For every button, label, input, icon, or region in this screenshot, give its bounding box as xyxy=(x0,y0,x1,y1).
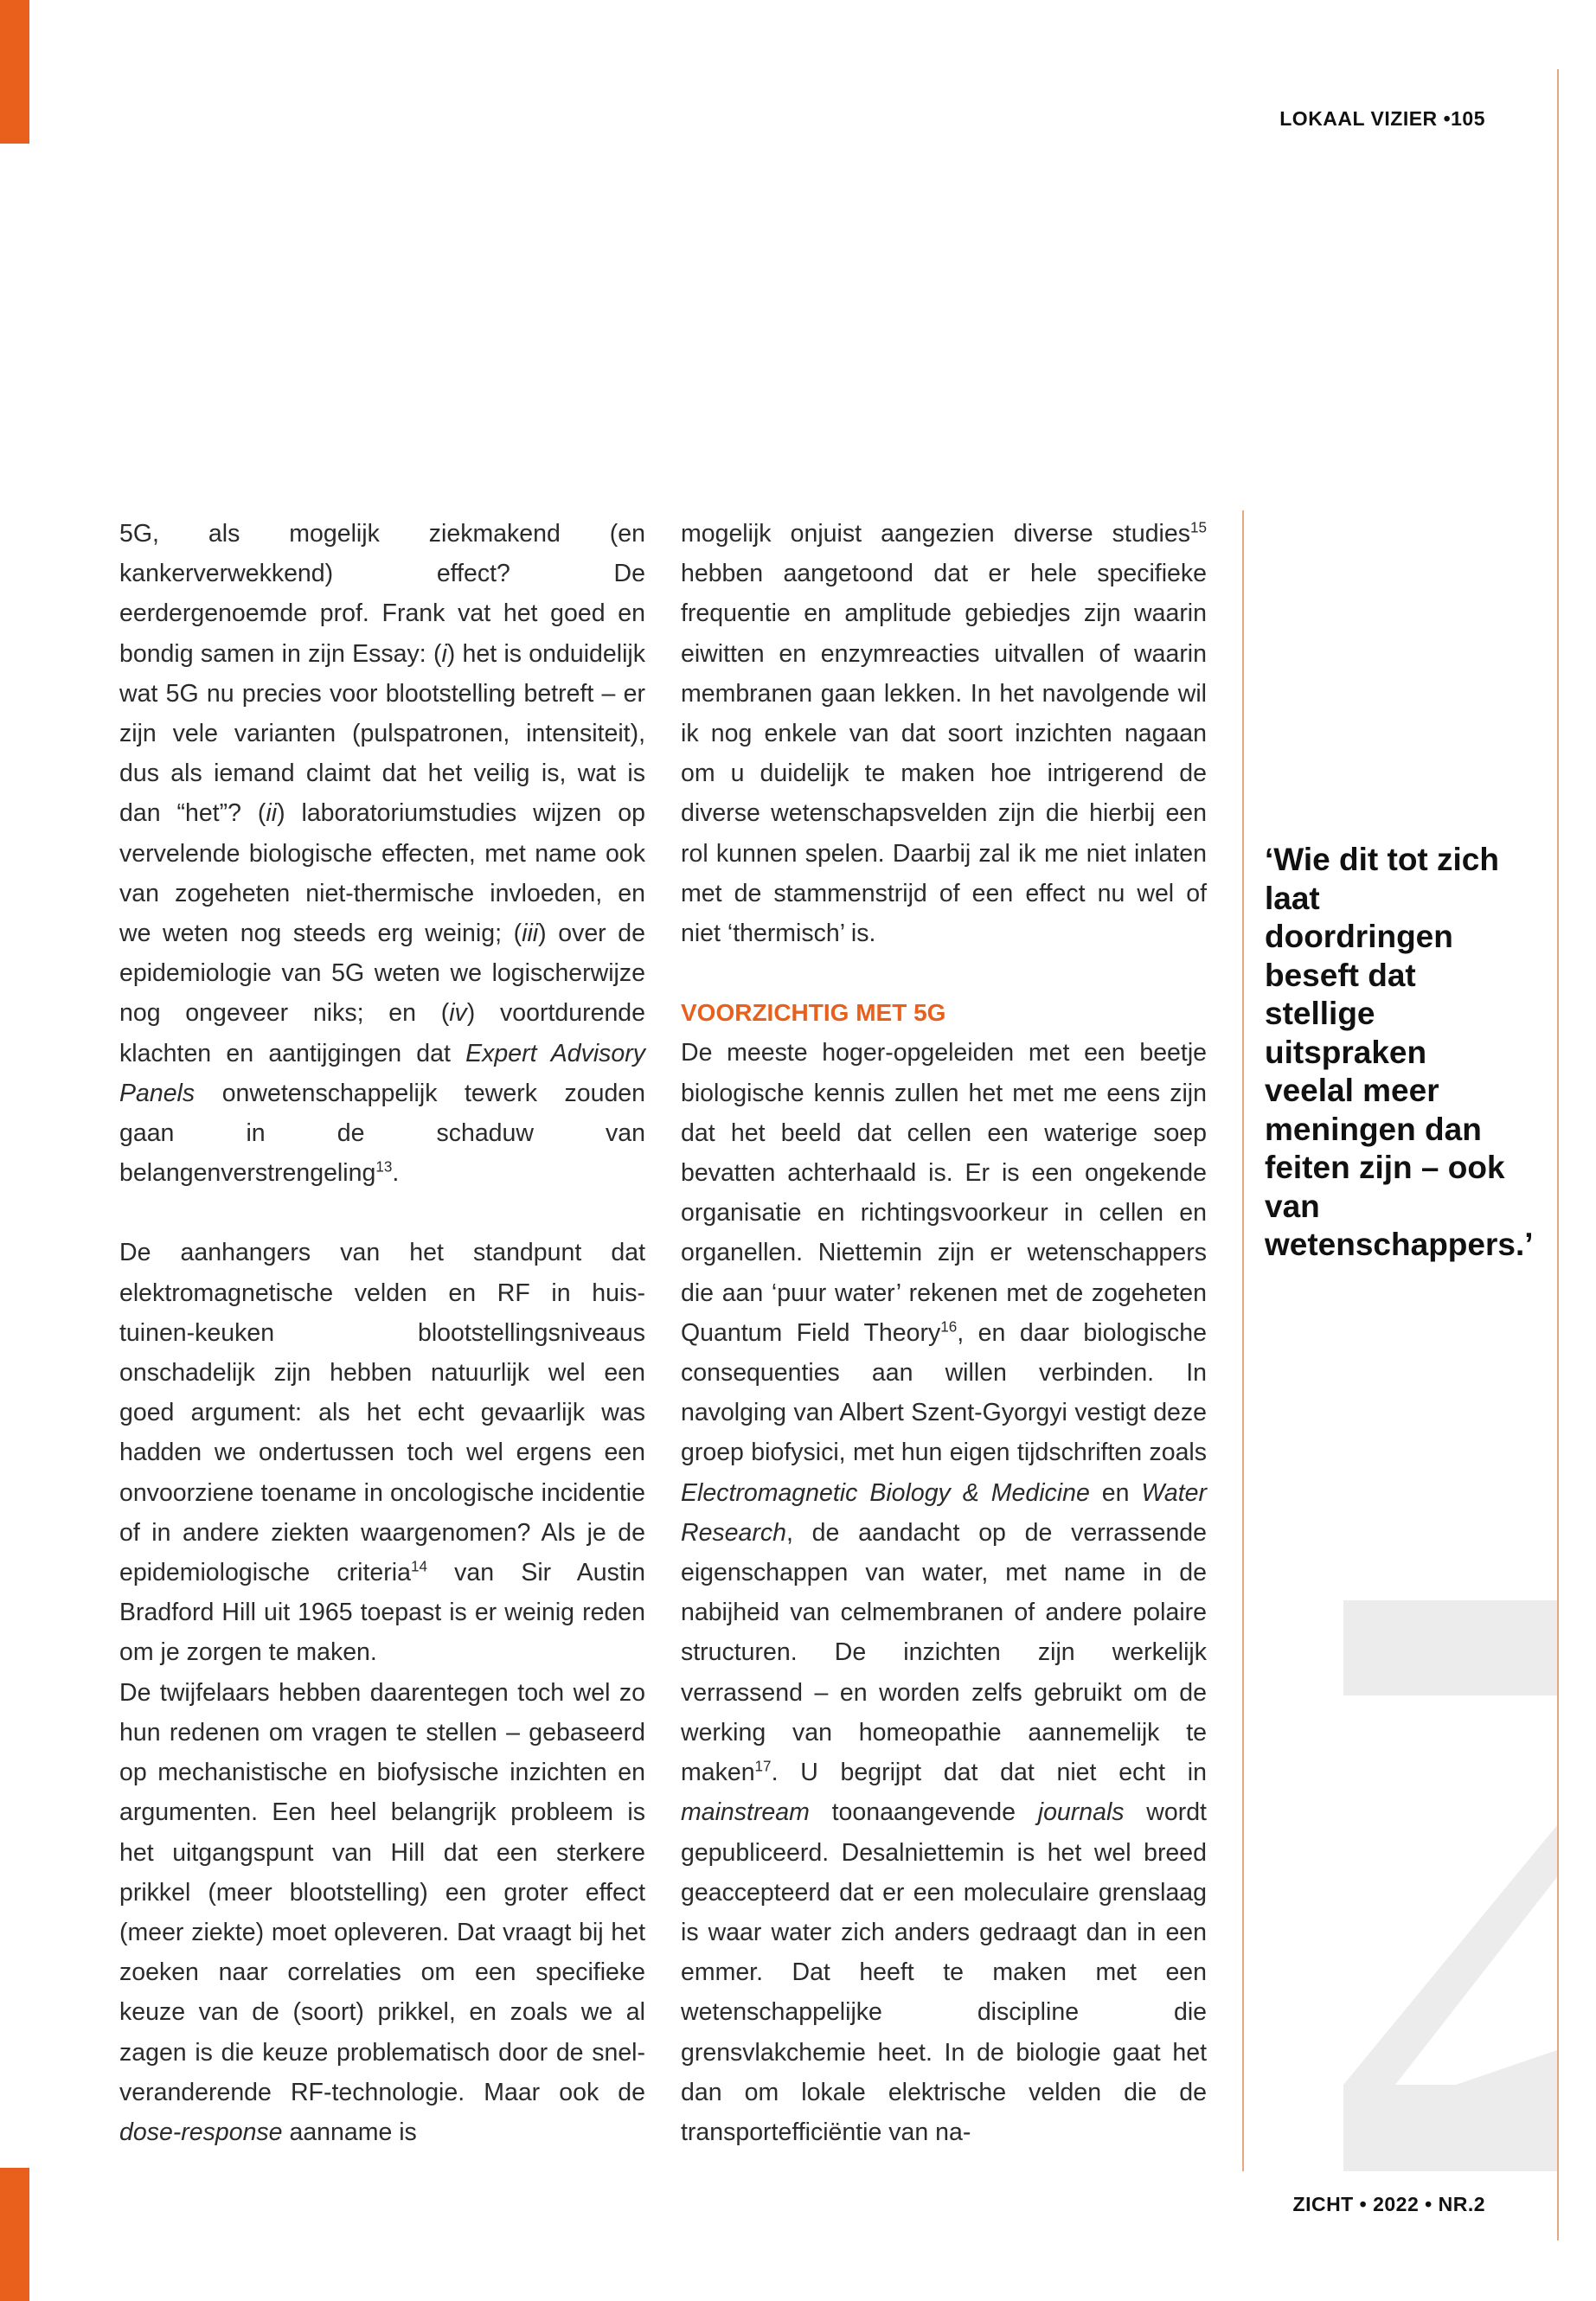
watermark-shape xyxy=(1343,1600,1557,2171)
text-column-middle xyxy=(681,514,1207,2152)
page-edge-rule xyxy=(1557,69,1559,2240)
footnote-ref: 14 xyxy=(410,1558,427,1575)
paragraph: De meeste hoger-opgeleiden met een beetje biologische kennis zullen het met me eens zijn dat het beeld dat cellen een waterige soep bevatten achterhaald is. Er is een ongekende organisatie en richtingsvoorkeur in cellen en organellen. Niettemin zijn er wetenschappers die aan ‘puur water’ rekenen met de zogeheten Quantum Field Theory$^{16}$, en daar biologische consequenties aan willen verbinden. In navolging van Albert Szent-Gyorgyi vestigt deze groep biofysici, met hun eigen tijdschriften zoals Electromagnetic Biology & Medicine en Water Research, de aandacht op de verrassende eigenschappen van water, met name in de nabijheid van celmembranen of andere polaire structuren. De inzichten zijn werkelijk verrassend – en worden zelfs gebruikt om de werking van homeopathie aannemelijk te maken$^{17}$. U begrijpt dat dat niet echt in mainstream toonaangevende journals wordt gepubliceerd. Desalniettemin is het wel breed geaccepteerd dat er een moleculaire grenslaag is waar water zich anders gedraagt dan in een emmer. Dat heeft te maken met een wetenschappelijke discipline die grensvlakchemie heet. In de biologie gaat het dan om lokale elektrische velden die de transportefficiëntie van na- xyxy=(681,1039,1207,2146)
paragraph: De twijfelaars hebben daarentegen toch wel zo hun redenen om vragen te stellen – gebaseerd op mechanistische en biofysische inzichten en argumenten. Een heel belangrijk probleem is het uitgangspunt van Hill dat een sterkere prikkel (meer blootstelling) een groter effect (meer ziekte) moet opleveren. Dat vraagt bij het zoeken naar correlaties om een specifieke keuze van de (soort) prikkel, en zoals we al zagen is die keuze problematisch door de snel-veranderende RF-technologie. Maar ook de dose-response aanname is xyxy=(119,1678,645,2146)
paragraph: 5G, als mogelijk ziekmakend (en kankerverwekkend) effect? De eerdergenoemde prof. Frank vat het goed en bondig samen in zijn Essay: (i) het is onduidelijk wat 5G nu precies voor blootstelling betreft – er zijn vele varianten (pulspatronen, intensiteit), dus als iemand claimt dat het veilig is, wat is dan “het”? (ii) laboratoriumstudies wijzen op vervelende biologische effecten, met name ook van zogeheten niet-thermische invloeden, en we weten nog steeds erg weinig; (iii) over de epidemiologie van 5G weten we logischerwijze nog ongeveer niks; en (iv) voortdurende klachten en aantijgingen dat Expert Advisory Panels onwetenschappelijk tewerk zouden gaan in de schaduw van belangenverstrengeling$^{13}$. xyxy=(119,520,645,1188)
footnote-ref: 13 xyxy=(375,1158,393,1176)
pull-quote-divider xyxy=(1242,510,1244,2171)
issue-number: NR.2 xyxy=(1438,2193,1485,2215)
magazine-name: ZICHT xyxy=(1292,2193,1354,2215)
footnote-ref: 15 xyxy=(1189,519,1207,536)
page-number: 105 xyxy=(1451,107,1485,130)
running-footer: ZICHT • 2022 • NR.2 xyxy=(1292,2193,1485,2215)
paragraph: De aanhangers van het standpunt dat elektromagnetische velden en RF in huis-tuinen-keuken blootstellingsniveaus onschadelijk zijn hebben natuurlijk wel een goed argument: als het echt gevaarlijk was hadden we ondertussen toch wel ergens een onvoorziene toename in oncologische incidentie of in andere ziekten waargenomen? Als je de epidemiologische criteria$^{14}$ van Sir Austin Bradford Hill uit 1965 toepast is er weinig reden om je zorgen te maken. xyxy=(119,1239,645,1667)
header-separator: • xyxy=(1443,107,1452,130)
section-heading: VOORZICHTIG MET 5G xyxy=(681,999,946,1027)
running-header xyxy=(1279,107,1485,131)
paragraph: mogelijk onjuist aangezien diverse studies$^{15}$ hebben aangetoond dat er hele specifieke frequentie en amplitude gebiedjes zijn waarin eiwitten en enzymreacties uitvallen of waarin membranen gaan lekken. In het navolgende wil ik nog enkele van dat soort inzichten nagaan om u duidelijk te maken hoe intrigerend de diverse wetenschapsvelden zijn die hierbij een rol kunnen spelen. Daarbij zal ik me niet inlaten met de stammenstrijd of een effect nu wel of niet ‘thermisch’ is. xyxy=(681,519,1207,948)
accent-bar-top xyxy=(0,0,29,144)
publication-section: LOKAAL VIZIER xyxy=(1279,107,1438,130)
text-column-left xyxy=(119,514,645,2152)
footnote-ref: 17 xyxy=(754,1758,772,1775)
footnote-ref: 16 xyxy=(940,1318,958,1336)
accent-bar-bottom xyxy=(0,2168,29,2301)
issue-year: 2022 xyxy=(1373,2193,1420,2215)
pull-quote: ‘Wie dit tot zich laat doordringen beseft dat stellige uitspraken veelal meer meningen dan feiten zijn – ook van wetenschappers.’ xyxy=(1265,842,1534,1262)
